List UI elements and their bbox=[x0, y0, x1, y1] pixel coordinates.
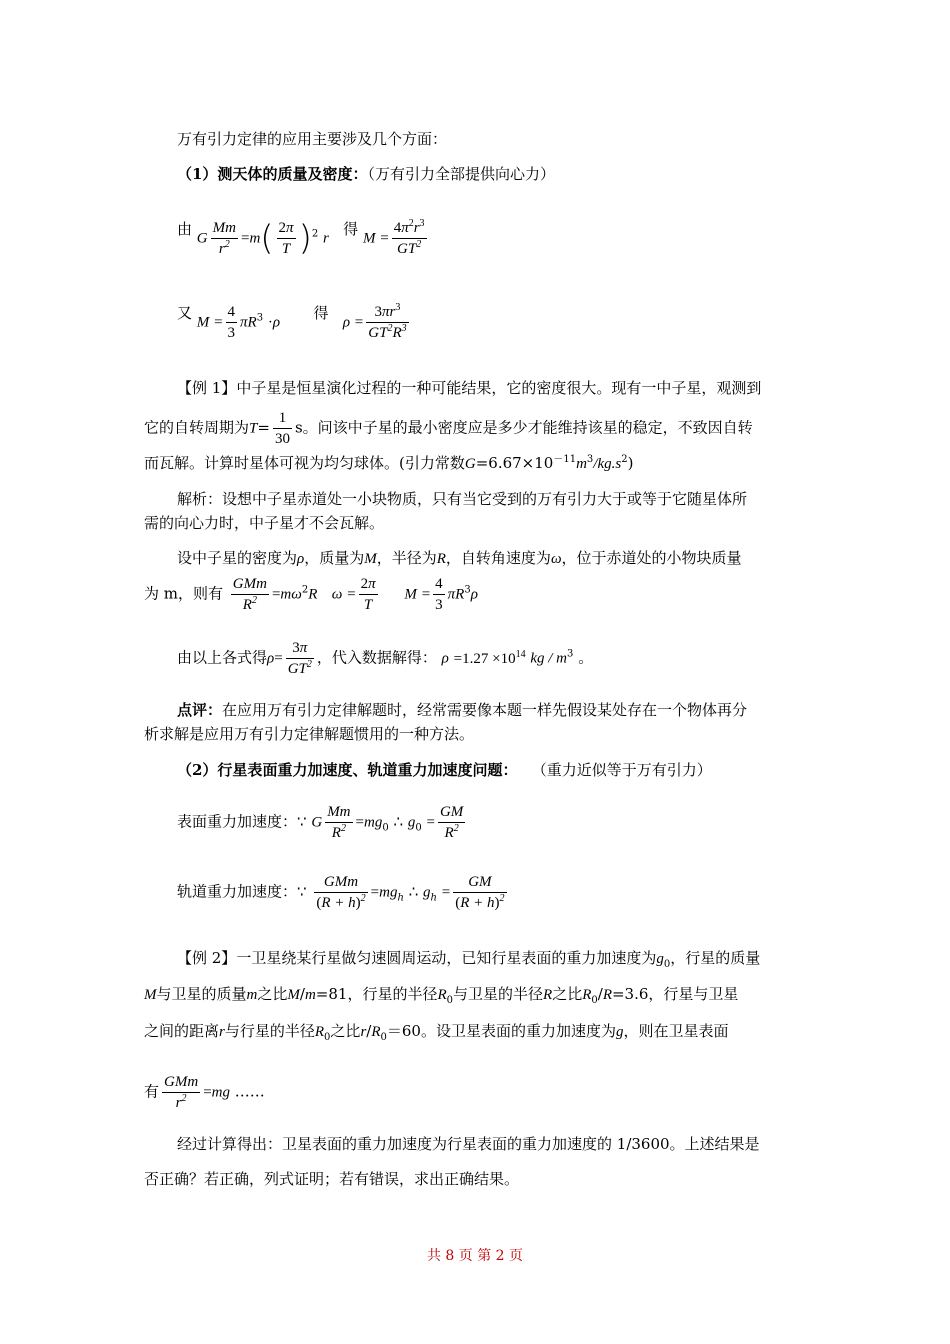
example-2-text-2f: ，行星与卫星 bbox=[648, 985, 739, 1003]
section-1-note: （万有引力全部提供向心力） bbox=[367, 165, 555, 183]
example-2-text-3c: 之比 bbox=[330, 1022, 361, 1040]
example-2-text-2c: ，行星的半径 bbox=[347, 985, 438, 1003]
surface-gravity-label: 表面重力加速度： bbox=[177, 812, 298, 831]
orbit-gravity-label: 轨道重力加速度： bbox=[177, 882, 298, 901]
example-2-text-2e: 之比 bbox=[552, 985, 583, 1003]
example-2-text-4b: …… bbox=[234, 1082, 265, 1101]
comment-line-2: 析求解是应用万有引力定律解题惯用的一种方法。 bbox=[144, 725, 475, 743]
result-text-b: ，代入数据解得： bbox=[316, 648, 437, 667]
formula-lead-again: 又 bbox=[177, 304, 193, 322]
example-2-text-1: 一卫星绕某行星做匀速圆周运动，已知行星表面的重力加速度为 bbox=[236, 949, 657, 967]
example-1-tag: 【例 1】 bbox=[177, 379, 237, 397]
example-1-line-3: 而瓦解。计算时星体可视为均匀球体。(引力常数$G=6.67\times 10^{-11}m^3/kg.s^2$) bbox=[144, 454, 634, 472]
setup-text-c: ，半径为 bbox=[376, 549, 437, 567]
section-2-heading bbox=[177, 759, 712, 781]
example-1-line-1 bbox=[177, 377, 761, 399]
example-2-text-4a: 有 bbox=[144, 1082, 160, 1101]
page-footer: 共 8 页 第 2 页 bbox=[426, 1248, 524, 1264]
example-2-line-6: 否正确？若正确，列式证明；若有错误，求出正确结果。 bbox=[144, 1170, 520, 1188]
example-1-text-2a: 它的自转周期为 bbox=[144, 418, 250, 437]
comment-text-1: 在应用万有引力定律解题时，经常需要像本题一样先假设某处存在一个物体再分 bbox=[222, 701, 748, 719]
example-2-text-3b: 与行星的半径 bbox=[224, 1022, 315, 1040]
formula-lead-you: 由 bbox=[177, 220, 193, 238]
section-2-note: （重力近似等于万有引力） bbox=[531, 761, 712, 779]
example-2-text-2a: 与卫星的质量 bbox=[156, 985, 247, 1003]
example-1-line-2: 它的自转周期为T= $\frac{1}{30}$ s。问该中子星的最小密度应是多少才能维持该星的稳定，不致因自转 bbox=[144, 410, 753, 447]
result-text-c: 。 bbox=[578, 648, 594, 667]
section-1-label: （1）测天体的质量及密度： bbox=[177, 165, 368, 183]
example-2-line-2: M与卫星的质量m之比M/m=81，行星的半径$R_0$与卫星的半径R之比$R_0/R=3.6$，行星与卫星 bbox=[144, 985, 739, 1006]
example-2-tag: 【例 2】 bbox=[177, 949, 237, 967]
example-2-text-2b: 之比 bbox=[257, 985, 288, 1003]
intro-text: 万有引力定律的应用主要涉及几个方面： bbox=[177, 130, 448, 148]
formula-mass: 由 G $\frac{Mm}{r^2}$ =m( $\frac{2\pi}{T}$ )$^2$ r 得 M = $\frac{4\pi^2r^3}{GT^2}$ bbox=[177, 218, 425, 259]
setup-text-d: ，自转角速度为 bbox=[445, 549, 551, 567]
setup-text-b: ，质量为 bbox=[304, 549, 365, 567]
example-2-text-3a: 之间的距离 bbox=[144, 1022, 220, 1040]
example-2-text-3e: ，则在卫星表面 bbox=[623, 1022, 729, 1040]
example-2-text-1b: ，行星的质量 bbox=[670, 949, 761, 967]
example-2-text-3d: ＝60。设卫星表面的重力加速度为 bbox=[386, 1022, 616, 1040]
example-1-text-1: 中子星是恒星演化过程的一种可能结果，它的密度很大。现有一中子星，观测到 bbox=[236, 379, 762, 397]
result-line: 由以上各式得ρ= $\frac{3\pi}{GT^2}$ ，代入数据解得： $\rho =1.27 \times 10^{14}$ kg / $m^3$ 。 bbox=[177, 640, 594, 677]
example-2-line-1: 【例 2】一卫星绕某行星做匀速圆周运动，已知行星表面的重力加速度为$g_0$，行星的质量 bbox=[177, 949, 761, 970]
example-2-text-2d: 与卫星的半径 bbox=[453, 985, 544, 1003]
setup-line-1: 设中子星的密度为ρ，质量为M，半径为R，自转角速度为ω，位于赤道处的小物块质量 bbox=[177, 549, 742, 567]
surface-gravity-formula: 表面重力加速度：∵ G $\frac{Mm}{R^2}$ $=mg_0$ ∴ $g_0$ = $\frac{GM}{R^2}$ bbox=[177, 804, 464, 841]
result-text-a: 由以上各式得 bbox=[177, 648, 268, 667]
analysis-line-1: 解析：设想中子星赤道处一小块物质，只有当它受到的万有引力大于或等于它随星体所 bbox=[177, 490, 748, 508]
analysis-line-2: 需的向心力时，中子星才不会瓦解。 bbox=[144, 514, 385, 532]
example-2-line-3: 之间的距离r与行星的半径$R_0$之比$r/R_0=60$。设卫星表面的重力加速度为g，则在卫星表面 bbox=[144, 1022, 729, 1043]
orbit-gravity-formula: 轨道重力加速度：∵ $\frac{\text{GMm}}{(R + h)^2}$ $=mg_h$ ∴ $g_h$ = $\frac{GM}{(R + h)^2}$ bbox=[177, 874, 505, 911]
section-1-heading bbox=[177, 163, 555, 185]
formula-density: 又 M = $\frac{4}{3}$ $\pi R^3 \cdot\rho$ 得 ρ = $\frac{3\pi r^3}{GT^2R^3}$ bbox=[177, 302, 407, 341]
formula-de-2: 得 bbox=[313, 304, 329, 322]
example-2-line-4: 有 $\frac{\text{GMm}}{r^2}$ =mg …… bbox=[144, 1074, 265, 1111]
setup-text-2: 为 m，则有 bbox=[144, 584, 223, 603]
example-1-text-3a: 而瓦解。计算时星体可视为均匀球体。(引力常数 bbox=[144, 454, 465, 472]
example-1-text-2b: s。问该中子星的最小密度应是多少才能维持该星的稳定，不致因自转 bbox=[294, 418, 753, 437]
formula-de-1: 得 bbox=[343, 220, 359, 238]
setup-text-e: ，位于赤道处的小物块质量 bbox=[561, 549, 742, 567]
setup-line-2: 为 m，则有 $\frac{\text{GMm}}{R^2}$ $=m\omega^2R$ ω = $\frac{2\pi}{T}$ M = $\frac{4}{3}$ $\pi R^3\rho$ bbox=[144, 576, 478, 613]
section-2-label: （2）行星表面重力加速度、轨道重力加速度问题： bbox=[177, 761, 518, 779]
example-1-text-3b: ) bbox=[627, 454, 634, 472]
setup-text-a: 设中子星的密度为 bbox=[177, 549, 298, 567]
example-2-line-5: 经过计算得出：卫星表面的重力加速度为行星表面的重力加速度的 1/3600。上述结果是 bbox=[177, 1135, 760, 1153]
comment-label: 点评： bbox=[177, 701, 223, 719]
comment-line-1 bbox=[177, 699, 747, 721]
